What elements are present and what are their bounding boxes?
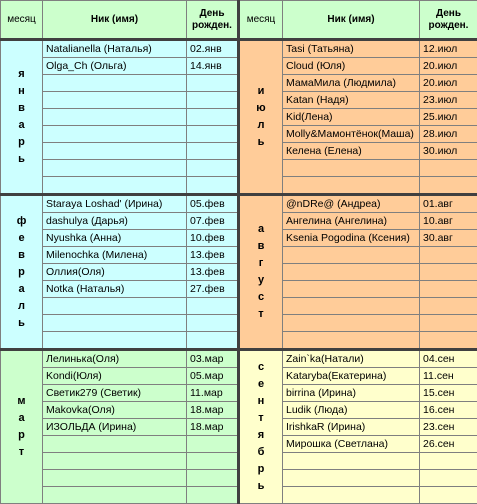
birthday-cell — [187, 436, 239, 453]
nick-cell — [43, 298, 187, 315]
month-letter: е — [1, 230, 42, 247]
month-letter: я — [1, 66, 42, 83]
header-nick-left: Ник (имя) — [43, 1, 187, 40]
birthday-cell — [187, 109, 239, 126]
nick-cell — [43, 160, 187, 177]
nick-cell — [43, 315, 187, 332]
birthday-cell — [187, 126, 239, 143]
month-letter: в — [1, 247, 42, 264]
birthday-cell: 02.янв — [187, 40, 239, 58]
month-letter: а — [240, 221, 282, 238]
nick-cell — [43, 143, 187, 160]
month-letter: н — [240, 393, 282, 410]
nick-cell: Milenochka (Милена) — [43, 247, 187, 264]
nick-cell: Zain`ka(Натали) — [283, 350, 420, 368]
month-letter: р — [240, 461, 282, 478]
month-letter: т — [240, 410, 282, 427]
birthday-cell: 03.мар — [187, 350, 239, 368]
month-letter: р — [1, 134, 42, 151]
nick-cell: birrina (Ирина) — [283, 385, 420, 402]
birthday-cell — [187, 177, 239, 195]
birthday-cell: 10.фев — [187, 230, 239, 247]
nick-cell: МамаМила (Людмила) — [283, 75, 420, 92]
month-letter: г — [240, 255, 282, 272]
nick-cell — [43, 470, 187, 487]
nick-cell: Nyushka (Анна) — [43, 230, 187, 247]
birthday-cell: 11.сен — [420, 368, 477, 385]
month-letter: н — [1, 83, 42, 100]
month-letter: с — [240, 289, 282, 306]
birthday-cell: 25.июл — [420, 109, 477, 126]
month-letter: а — [1, 281, 42, 298]
birthday-cell — [187, 92, 239, 109]
nick-cell: IrishkaR (Ирина) — [283, 419, 420, 436]
birthday-cell: 11.мар — [187, 385, 239, 402]
birthday-cell: 27.фев — [187, 281, 239, 298]
nick-cell: Olga_Ch (Ольга) — [43, 58, 187, 75]
month-letter: ь — [1, 151, 42, 168]
month-letter: м — [1, 393, 42, 410]
nick-cell — [43, 177, 187, 195]
nick-cell — [283, 247, 420, 264]
birthday-cell — [420, 298, 477, 315]
nick-cell: @nDRe@ (Андреа) — [283, 195, 420, 213]
nick-cell: Светик279 (Светик) — [43, 385, 187, 402]
nick-cell: Ангелина (Ангелина) — [283, 213, 420, 230]
birthday-cell: 18.мар — [187, 419, 239, 436]
header-month-right: месяц — [239, 1, 283, 40]
header-birthday-right: День рожден. — [420, 1, 477, 40]
birthday-cell: 10.авг — [420, 213, 477, 230]
table-row — [1, 350, 477, 368]
birthday-cell — [187, 315, 239, 332]
nick-cell: Makovka(Оля) — [43, 402, 187, 419]
nick-cell — [283, 264, 420, 281]
nick-cell: Molly&Мамонтёнок(Маша) — [283, 126, 420, 143]
nick-cell: Kondi(Юля) — [43, 368, 187, 385]
birthday-cell: 26.сен — [420, 436, 477, 453]
month-letter: л — [240, 117, 282, 134]
nick-cell: Ksenia Pogodina (Ксения) — [283, 230, 420, 247]
month-label-left — [1, 40, 43, 195]
nick-cell: Ludik (Люда) — [283, 402, 420, 419]
birthday-cell: 20.июл — [420, 75, 477, 92]
nick-cell: Notka (Наталья) — [43, 281, 187, 298]
nick-cell: Tasi (Татьяна) — [283, 40, 420, 58]
nick-cell — [283, 332, 420, 350]
header-nick-right: Ник (имя) — [283, 1, 420, 40]
nick-cell: Келена (Елена) — [283, 143, 420, 160]
month-letter: а — [1, 410, 42, 427]
header-row — [1, 1, 477, 40]
nick-cell — [283, 177, 420, 195]
birthday-cell: 23.июл — [420, 92, 477, 109]
birthday-cell: 16.сен — [420, 402, 477, 419]
month-letter: т — [1, 444, 42, 461]
nick-cell: Staraya Loshad' (Ирина) — [43, 195, 187, 213]
birthday-cell — [420, 332, 477, 350]
nick-cell — [43, 332, 187, 350]
month-letter: ь — [1, 315, 42, 332]
birthday-cell: 28.июл — [420, 126, 477, 143]
birthday-cell — [420, 453, 477, 470]
birthday-cell — [420, 177, 477, 195]
birthday-cell — [420, 247, 477, 264]
month-letter: я — [240, 427, 282, 444]
birthday-cell — [187, 470, 239, 487]
month-letter: р — [1, 264, 42, 281]
birthday-cell: 14.янв — [187, 58, 239, 75]
nick-cell: Cloud (Юля) — [283, 58, 420, 75]
birthday-cell: 05.фев — [187, 195, 239, 213]
birthday-cell: 15.сен — [420, 385, 477, 402]
birthday-cell — [420, 264, 477, 281]
table-row — [1, 40, 477, 58]
birthday-cell — [187, 75, 239, 92]
nick-cell: Kid(Лена) — [283, 109, 420, 126]
birthday-cell: 04.сен — [420, 350, 477, 368]
nick-cell — [283, 453, 420, 470]
nick-cell — [283, 160, 420, 177]
header-month-left: месяц — [1, 1, 43, 40]
month-letter: у — [240, 272, 282, 289]
month-letter: ь — [240, 134, 282, 151]
nick-cell: ИЗОЛЬДА (Ирина) — [43, 419, 187, 436]
birthday-cell: 12.июл — [420, 40, 477, 58]
nick-cell: Kataryba(Екатерина) — [283, 368, 420, 385]
birthday-cell — [420, 281, 477, 298]
nick-cell: dashulya (Дарья) — [43, 213, 187, 230]
birthday-cell: 07.фев — [187, 213, 239, 230]
month-letter: в — [240, 238, 282, 255]
nick-cell: Natalianella (Наталья) — [43, 40, 187, 58]
nick-cell — [283, 281, 420, 298]
month-letter: е — [240, 376, 282, 393]
month-letter: ф — [1, 213, 42, 230]
birthday-cell — [187, 160, 239, 177]
birthday-cell — [420, 160, 477, 177]
month-label-right — [239, 195, 283, 350]
month-letter: а — [1, 117, 42, 134]
birthday-cell: 01.авг — [420, 195, 477, 213]
month-letter: с — [240, 359, 282, 376]
birthday-cell — [420, 470, 477, 487]
nick-cell: Лелинька(Оля) — [43, 350, 187, 368]
nick-cell: Оллия(Оля) — [43, 264, 187, 281]
birthday-cell: 18.мар — [187, 402, 239, 419]
month-letter: ю — [240, 100, 282, 117]
month-label-left — [1, 350, 43, 504]
birthday-cell — [420, 315, 477, 332]
nick-cell — [43, 109, 187, 126]
month-letter: т — [240, 306, 282, 323]
nick-cell — [43, 126, 187, 143]
month-letter: р — [1, 427, 42, 444]
nick-cell — [43, 453, 187, 470]
month-letter: и — [240, 83, 282, 100]
nick-cell — [283, 470, 420, 487]
birthday-cell: 23.сен — [420, 419, 477, 436]
month-label-right — [239, 350, 283, 504]
month-letter: в — [1, 100, 42, 117]
month-label-left — [1, 195, 43, 350]
nick-cell — [283, 315, 420, 332]
birthday-cell: 30.июл — [420, 143, 477, 160]
birthday-cell — [187, 298, 239, 315]
nick-cell: Katan (Надя) — [283, 92, 420, 109]
birthday-cell: 13.фев — [187, 264, 239, 281]
table-row — [1, 195, 477, 213]
birthday-cell: 20.июл — [420, 58, 477, 75]
month-letter: б — [240, 444, 282, 461]
birthday-cell — [187, 143, 239, 160]
birthday-cell — [187, 332, 239, 350]
nick-cell — [283, 298, 420, 315]
month-letter: л — [1, 298, 42, 315]
month-letter: ь — [240, 478, 282, 495]
nick-cell — [43, 436, 187, 453]
birthday-cell: 13.фев — [187, 247, 239, 264]
month-label-right — [239, 40, 283, 195]
birthday-cell — [187, 453, 239, 470]
birthday-cell: 30.авг — [420, 230, 477, 247]
nick-cell — [43, 75, 187, 92]
header-birthday-left: День рожден. — [187, 1, 239, 40]
nick-cell: Мирошка (Светлана) — [283, 436, 420, 453]
birthday-cell: 05.мар — [187, 368, 239, 385]
nick-cell — [43, 92, 187, 109]
